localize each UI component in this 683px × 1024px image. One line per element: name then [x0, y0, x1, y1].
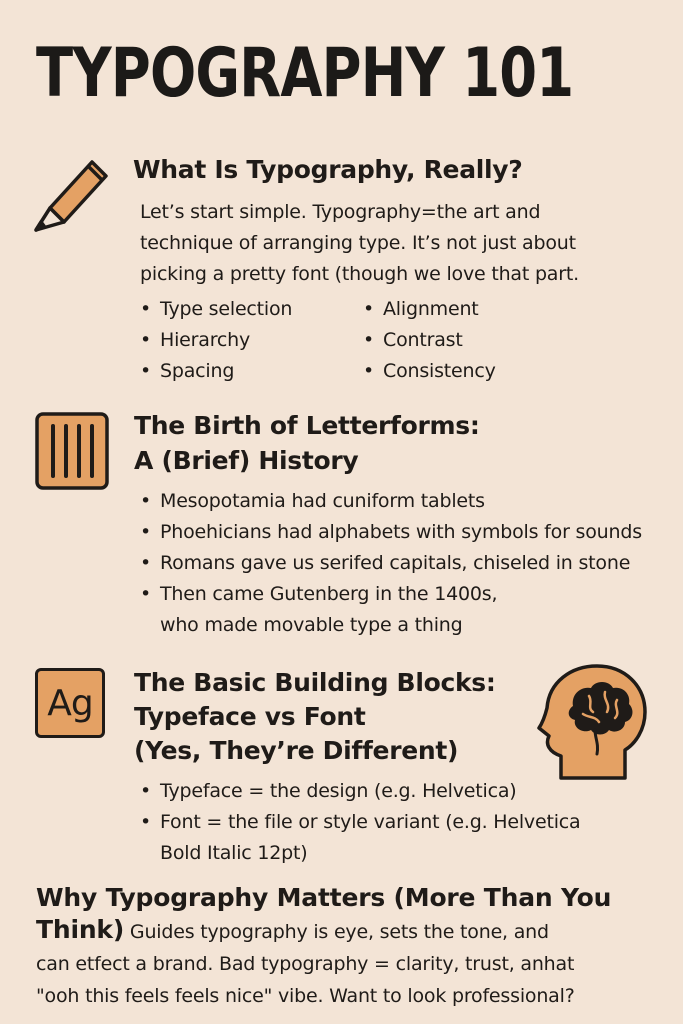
section1-body-line-2: technique of arranging type. It’s not just about — [140, 232, 576, 254]
pencil-icon — [30, 152, 112, 236]
brain-head-icon — [533, 664, 651, 782]
list-item: • Consistency — [363, 356, 496, 387]
section3-heading-line-1: The Basic Building Blocks: — [134, 668, 496, 697]
section1-body-line-1: Let’s start simple. Typography=the art and — [140, 201, 541, 223]
section4-body-line-1: can etfect a brand. Bad typography = clarity, trust, anhat — [36, 953, 575, 975]
page-title: TYPOGRAPHY 101 — [36, 34, 574, 113]
section3-heading-line-3: (Yes, They’re Different) — [134, 736, 459, 765]
list-item: • Spacing — [140, 356, 292, 387]
bullet-continuation: Bold Italic 12pt) — [160, 842, 308, 864]
section1-heading: What Is Typography, Really? — [133, 155, 523, 184]
list-item: • Romans gave us serifed capitals, chiseled in stone — [140, 548, 642, 579]
list-item: • Phoehicians had alphabets with symbols for sounds — [140, 517, 642, 548]
section4-heading-line-1: Why Typography Matters (More Than You — [36, 883, 612, 912]
list-item: • Type selection — [140, 294, 292, 325]
bullet-text: Font = the file or style variant (e.g. Helvetica — [160, 811, 581, 833]
list-item: • Mesopotamia had cuniform tablets — [140, 486, 642, 517]
list-item — [140, 807, 580, 869]
bullet-continuation: who made movable type a thing — [160, 614, 463, 636]
section4-body-line-2: "ooh this feels feels nice" vibe. Want to look professional? — [36, 985, 575, 1007]
section4 — [36, 882, 636, 1012]
section4-body-inline: Guides typography is eye, sets the tone, and — [124, 921, 549, 943]
tablet-lines-icon — [35, 412, 109, 490]
ag-icon-text: Ag — [47, 682, 93, 724]
list-item: • Contrast — [363, 325, 496, 356]
section1-bullets-left — [140, 294, 292, 387]
section2-bullets — [140, 486, 642, 641]
list-item: • Alignment — [363, 294, 496, 325]
section3-heading-line-2: Typeface vs Font — [134, 702, 366, 731]
ag-icon — [35, 668, 105, 738]
section2-heading-line-2: A (Brief) History — [134, 446, 359, 475]
section4-heading-line-2: Think) — [36, 915, 125, 944]
list-item: • Hierarchy — [140, 325, 292, 356]
section1-body-line-3: picking a pretty font (though we love that part. — [140, 263, 579, 285]
section3-bullets — [140, 776, 580, 869]
section1-bullets-right — [363, 294, 496, 387]
list-item: • Typeface = the design (e.g. Helvetica) — [140, 776, 580, 807]
list-item — [140, 579, 642, 641]
section2-heading-line-1: The Birth of Letterforms: — [134, 411, 480, 440]
bullet-text: Then came Gutenberg in the 1400s, — [160, 583, 498, 605]
